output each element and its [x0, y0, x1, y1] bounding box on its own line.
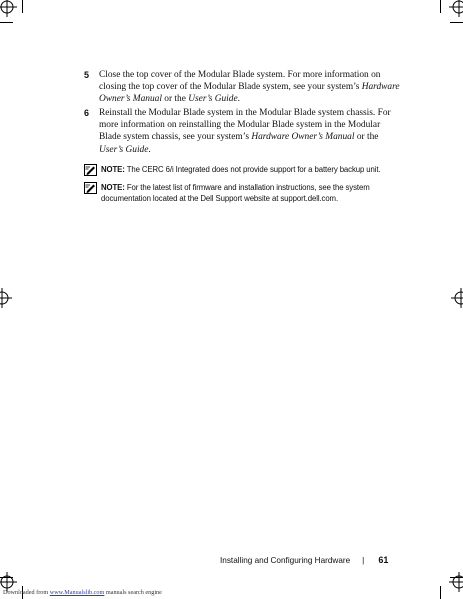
page-footer — [220, 555, 410, 565]
guide-reference: User’s Guide — [188, 94, 238, 105]
step-text: Close the top cover of the Modular Blade system. For more information on closing the top cover of the Modular Blade system, see your system’s Hardware Owner’s Manual or the User’s Guide. — [99, 70, 400, 105]
procedure-steps — [84, 69, 404, 158]
note-pencil-icon — [84, 164, 97, 176]
trim-line — [440, 586, 441, 599]
page-number: 61 — [378, 555, 389, 565]
step-number: 5 — [84, 70, 90, 80]
note-text: NOTE: For the latest list of firmware and installation instructions, see the system documentation located at the Dell Support website at support.dell.com. — [101, 183, 370, 203]
registration-mark-left — [0, 288, 12, 308]
trim-line — [450, 577, 463, 578]
support-link[interactable]: support.dell.com — [280, 194, 336, 203]
registration-mark-right — [451, 288, 463, 308]
footer-separator: | — [362, 555, 365, 565]
note-battery — [84, 164, 414, 176]
note-label: NOTE: — [101, 165, 125, 174]
registration-mark-top-left — [0, 0, 17, 17]
manualslib-link[interactable]: www.Manualslib.com — [49, 589, 105, 596]
download-credit: Downloaded from www.Manualslib.com manuals search engine — [3, 589, 162, 596]
manual-reference: Hardware Owner’s Manual — [251, 132, 355, 143]
guide-reference: User’s Guide — [99, 144, 149, 155]
note-text: NOTE: The CERC 6/i Integrated does not provide support for a battery backup unit. — [101, 165, 381, 174]
note-firmware — [84, 182, 414, 204]
registration-mark-top-right — [449, 0, 463, 17]
trim-line — [450, 22, 463, 23]
step-5 — [84, 69, 404, 105]
trim-line — [22, 0, 23, 13]
step-6 — [84, 107, 404, 155]
step-number: 6 — [84, 108, 90, 119]
note-label: NOTE: — [101, 183, 125, 192]
step-text: Reinstall the Modular Blade system in the Modular Blade system chassis. For more information on reinstalling the Modular Blade system in the Modular Blade system chassis, see your system’s Hardware Owner’s Manual or the User’s Guide. — [99, 108, 391, 155]
manual-reference: Hardware Owner’s Manual — [99, 82, 400, 105]
trim-line — [0, 577, 13, 578]
footer-section-title: Installing and Configuring Hardware — [220, 555, 351, 565]
note-pencil-icon — [84, 182, 97, 194]
trim-line — [0, 22, 13, 23]
trim-line — [440, 0, 441, 13]
registration-mark-bottom-right — [449, 572, 463, 592]
